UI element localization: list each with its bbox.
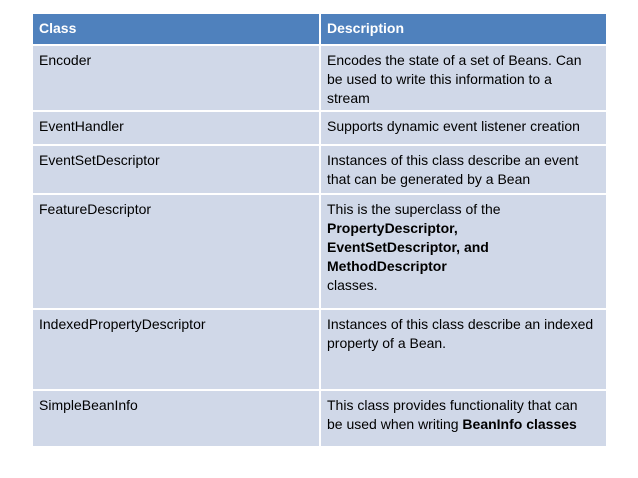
description-line: classes. <box>327 277 378 293</box>
description-line: Instances of this class describe an event <box>327 152 579 168</box>
class-cell: SimpleBeanInfo <box>33 390 320 447</box>
description-line: be used to write this information to a <box>327 71 552 87</box>
description-cell <box>320 194 606 309</box>
description-line: Supports dynamic event listener creation <box>327 118 580 134</box>
description-cell <box>320 309 606 390</box>
description-cell <box>320 45 606 111</box>
description-bold-text: BeanInfo classes <box>462 416 577 432</box>
description-bold-line: PropertyDescriptor, <box>327 220 458 236</box>
description-text: be used when writing <box>327 416 463 432</box>
description-cell <box>320 111 606 145</box>
table-header-row <box>33 14 606 45</box>
table-row <box>33 145 606 194</box>
description-bold-line: MethodDescriptor <box>327 258 447 274</box>
description-cell <box>320 390 606 447</box>
table-row <box>33 309 606 390</box>
description-bold-line: EventSetDescriptor, and <box>327 239 489 255</box>
table-row <box>33 390 606 447</box>
description-line: property of a Bean. <box>327 335 447 351</box>
class-cell: EventSetDescriptor <box>33 145 320 194</box>
table-row <box>33 194 606 309</box>
header-class: Class <box>33 14 320 45</box>
description-line: that can be generated by a Bean <box>327 171 531 187</box>
bean-classes-table <box>33 14 606 448</box>
description-line: Instances of this class describe an indexed <box>327 316 594 332</box>
table-row <box>33 111 606 145</box>
class-cell: IndexedPropertyDescriptor <box>33 309 320 390</box>
class-cell: FeatureDescriptor <box>33 194 320 309</box>
description-line-mixed <box>327 415 600 434</box>
class-cell: Encoder <box>33 45 320 111</box>
description-line: This class provides functionality that can <box>327 397 578 413</box>
description-cell <box>320 145 606 194</box>
description-line: This is the superclass of the <box>327 201 501 217</box>
description-line: stream <box>327 90 370 106</box>
description-line: Encodes the state of a set of Beans. Can <box>327 52 582 68</box>
header-description: Description <box>320 14 606 45</box>
table-row <box>33 45 606 111</box>
class-cell: EventHandler <box>33 111 320 145</box>
